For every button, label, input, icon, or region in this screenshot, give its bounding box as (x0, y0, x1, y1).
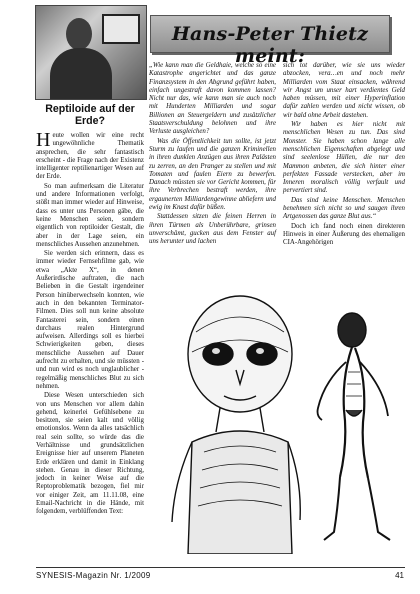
author-photo (35, 5, 147, 100)
left-text-column (36, 129, 144, 518)
article-heading: Reptiloide auf der Erde? (45, 103, 135, 127)
paragraph: Diese Wesen unterschieden sich von uns Menschen vor allem dahin gehend, keinerlei Gefühlsebene zu besitzen, sie seien kalt und völlig emotionslos. Wenn da alles tatsächlich real sein sollte, so würde das die Verhältnisse und grundsätzlichen Ereignisse hier auf unserem Planeten Erde erklären und damit in Einklang stehen. Genau in dieser Richtung, jedoch in keiner Weise auf die Reptoproblematik bezogen, fiel mir vor einiger Zeit, am 11.11.08, eine Email-Nachricht in die Hände, mit folgendem, verblüffenden Text: (36, 392, 144, 516)
paragraph: So man aufmerksam die Literatur und andere Informationen verfolgt, stößt man immer wieder auf Hinweise, dass es unter uns Personen gäbe, die keine Menschen seien, sondern eigentlich von reptiloider Gestalt, die aber in der Lage seien, ein menschliches Aussehen anzunehmen. (36, 182, 144, 248)
quote-paragraph: Wir haben es hier nicht mit menschlichen Wesen zu tun. Das sind Monster. Sie haben schon lange alle menschlichen Eigenschaften abgelegt und sind seelenlose Hüllen, die nur den Mammon anbeten, die sich hinter einer perfekten Fassade verstecken, aber im Inneren moralisch völlig verfault und pervertiert sind. (283, 121, 405, 195)
paragraph: Sie werden sich erinnern, dass es immer wieder Fernsehfilme gab, wie etwa „Akte X“, in denen Außerirdische auftraten, die nach Belieben in die Gestalt irgendeiner Person hinüberwechseln konnten, wie auch in den bekannten Terminator-Filmen. Dies soll nun keine absolute Fantasterei sein, sondern einen durchaus realen Hintergrund aufweisen. Allerdings soll es hierbei Schwierigkeiten geben, dieses menschliche Aussehen auf Dauer aufrecht zu erhalten, und sie müssten - und nun wird es noch unglaublicher - regelmäßig menschliches Blut zu sich nehmen. (36, 250, 144, 390)
intro-paragraph (36, 129, 144, 182)
page-number: 41 (395, 571, 404, 580)
banner-title: Hans-Peter Thietz meint: (171, 23, 369, 67)
quote-paragraph: „Wie kann man die Geldhaie, welche so eine Katastrophe angerichtet und das ganze Finanzsystem in den Abgrund geführt haben, einfach ungestraft davon kommen lassen? Nicht nur das, wie kann man sie auch noch mit Hunderten Milliarden und sogar Billionen an Steuergeldern und zusätzlicher Staatsverschuldung belohnen und ihre Verluste ausgleichen? (149, 62, 276, 136)
quote-paragraph: Was die Öffentlichkeit tun sollte, ist jetzt Sturm zu laufen und die ganzen Kriminellen in ihren dunklen Anzügen aus ihren Palästen zu zerren, an den Pranger zu stellen und mit Tomaten und faulen Eiern zu bewerfen. Danach müssten sie vor Gericht kommen, für ihre Verbrechen bestraft werden, ihre ergaunerten Milliardengewinne abliefern und ewig im Knast dafür büßen. (149, 137, 276, 212)
quote-paragraph: Stattdessen sitzen die feinen Herren in ihren Türmen als Unberührbare, grinsen unverschämt, gucken aus dem Fenster auf uns herunter und lachen (149, 213, 276, 246)
author-head-shape (66, 18, 92, 50)
drop-cap: H (36, 129, 51, 151)
quote-paragraph: sich tot darüber, wie sie uns wieder abzocken, vera…en und noch mehr Milliarden vom Staat einsacken, während wir Angst um unser hart verdientes Geld haben müssen, mit einer Hyperinflation dafür zahlen werden und nicht wissen, ob wir bald ohne Arbeit dastehen. (283, 62, 405, 119)
quote-paragraph: Das sind keine Menschen. Menschen benehmen sich nicht so und saugen ihren Artgenossen das ganze Blut aus.“ (283, 196, 405, 221)
author-body-shape (50, 48, 112, 100)
title-banner (150, 15, 390, 67)
right-text-column (283, 62, 405, 249)
paragraph: Doch ich fand noch einen direkteren Hinweis in einer Äußerung des ehemaligen CIA-Angehörigen (283, 222, 405, 247)
reptilian-figures-illustration (152, 292, 404, 554)
middle-text-column (149, 62, 276, 248)
footer-divider (36, 567, 405, 568)
intro-text: eute wollen wir eine recht ungewöhnliche Thematik ansprechen, die sehr fantastisch erscheint - die Frage nach der Existenz intelligenter reptilienartiger Wesen auf der Erde. (36, 132, 144, 181)
monitor-shape (102, 14, 140, 44)
footer-magazine-title: SYNESIS-Magazin Nr. 1/2009 (36, 571, 151, 580)
